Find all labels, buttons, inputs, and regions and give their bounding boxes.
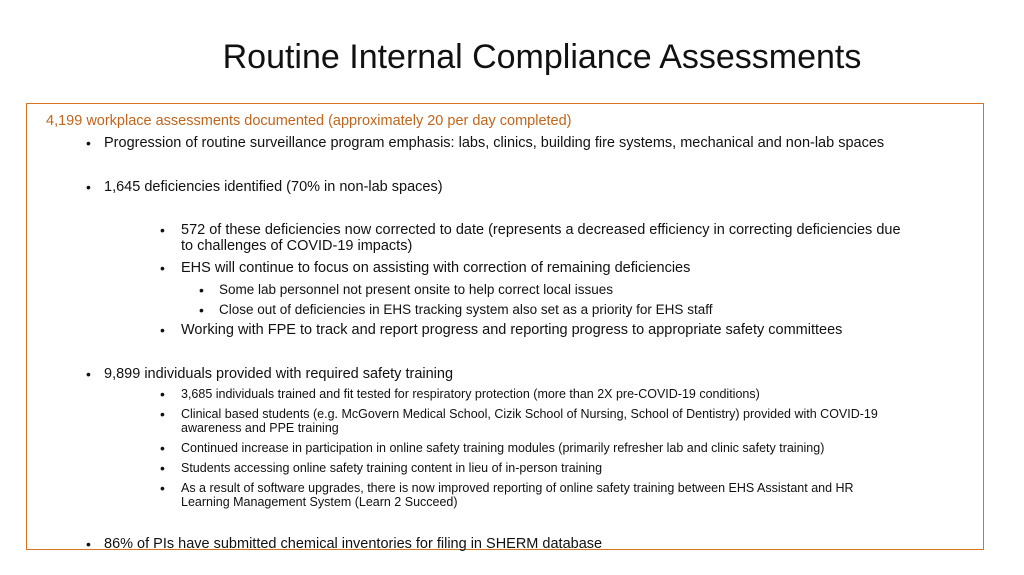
bullet-glyph: •: [160, 460, 165, 476]
list-item-text-cont: awareness and PPE training: [181, 421, 339, 435]
list-item: [160, 461, 602, 475]
list-item: [160, 322, 842, 338]
list-item: [86, 366, 453, 382]
list-item: [86, 536, 602, 552]
bullet-glyph: •: [160, 386, 165, 402]
list-item: [160, 260, 690, 276]
bullet-glyph: •: [86, 179, 91, 195]
list-item-text: Clinical based students (e.g. McGovern Medical School, Cizik School of Nursing, School of Dentistry) provided with COVID-19: [181, 407, 878, 421]
list-item: [199, 282, 613, 298]
bullet-glyph: •: [199, 282, 204, 298]
bullet-glyph: •: [86, 366, 91, 382]
bullet-glyph: •: [199, 302, 204, 318]
list-item-text: 572 of these deficiencies now corrected to date (represents a decreased efficiency in correcting deficiencies due: [181, 222, 901, 238]
list-item: [86, 135, 884, 151]
list-item-text-cont: Learning Management System (Learn 2 Succeed): [181, 495, 458, 509]
bullet-glyph: •: [160, 222, 165, 238]
list-item-text: 86% of PIs have submitted chemical inventories for filing in SHERM database: [104, 536, 603, 552]
list-item-text: 9,899 individuals provided with required safety training: [104, 366, 454, 382]
list-item: [199, 302, 712, 318]
list-item: [160, 387, 760, 401]
slide-title: Routine Internal Compliance Assessments: [222, 38, 862, 76]
list-item-text-cont: to challenges of COVID-19 impacts): [181, 238, 413, 254]
list-item: [160, 481, 854, 509]
list-item-text: EHS will continue to focus on assisting with correction of remaining deficiencies: [181, 260, 691, 276]
list-item-text: Continued increase in participation in online safety training modules (primarily refresher lab and clinic safety training): [181, 441, 825, 455]
list-item: [160, 441, 824, 455]
list-item-text: As a result of software upgrades, there is now improved reporting of online safety training between EHS Assistant and HR: [181, 481, 854, 495]
summary-text: 4,199 workplace assessments documented (approximately 20 per day completed): [46, 113, 572, 129]
list-item: [160, 222, 901, 254]
list-item-text: Close out of deficiencies in EHS tracking system also set as a priority for EHS staff: [219, 302, 713, 317]
list-item: [86, 179, 443, 195]
bullet-glyph: •: [86, 135, 91, 151]
bullet-glyph: •: [160, 260, 165, 276]
list-item-text: Some lab personnel not present onsite to help correct local issues: [219, 282, 613, 297]
list-item: [160, 407, 878, 435]
list-item-text: Working with FPE to track and report progress and reporting progress to appropriate safety committees: [181, 322, 843, 338]
list-item-text: 1,645 deficiencies identified (70% in non-lab spaces): [104, 179, 443, 195]
bullet-glyph: •: [86, 536, 91, 552]
bullet-glyph: •: [160, 480, 165, 496]
list-item-text: Students accessing online safety training content in lieu of in-person training: [181, 461, 603, 475]
list-item-text: Progression of routine surveillance program emphasis: labs, clinics, building fire systems, mechanical and non-lab spaces: [104, 135, 885, 151]
bullet-glyph: •: [160, 406, 165, 422]
bullet-glyph: •: [160, 322, 165, 338]
bullet-glyph: •: [160, 440, 165, 456]
list-item-text: 3,685 individuals trained and fit tested for respiratory protection (more than 2X pre-COVID-19 conditions): [181, 387, 760, 401]
